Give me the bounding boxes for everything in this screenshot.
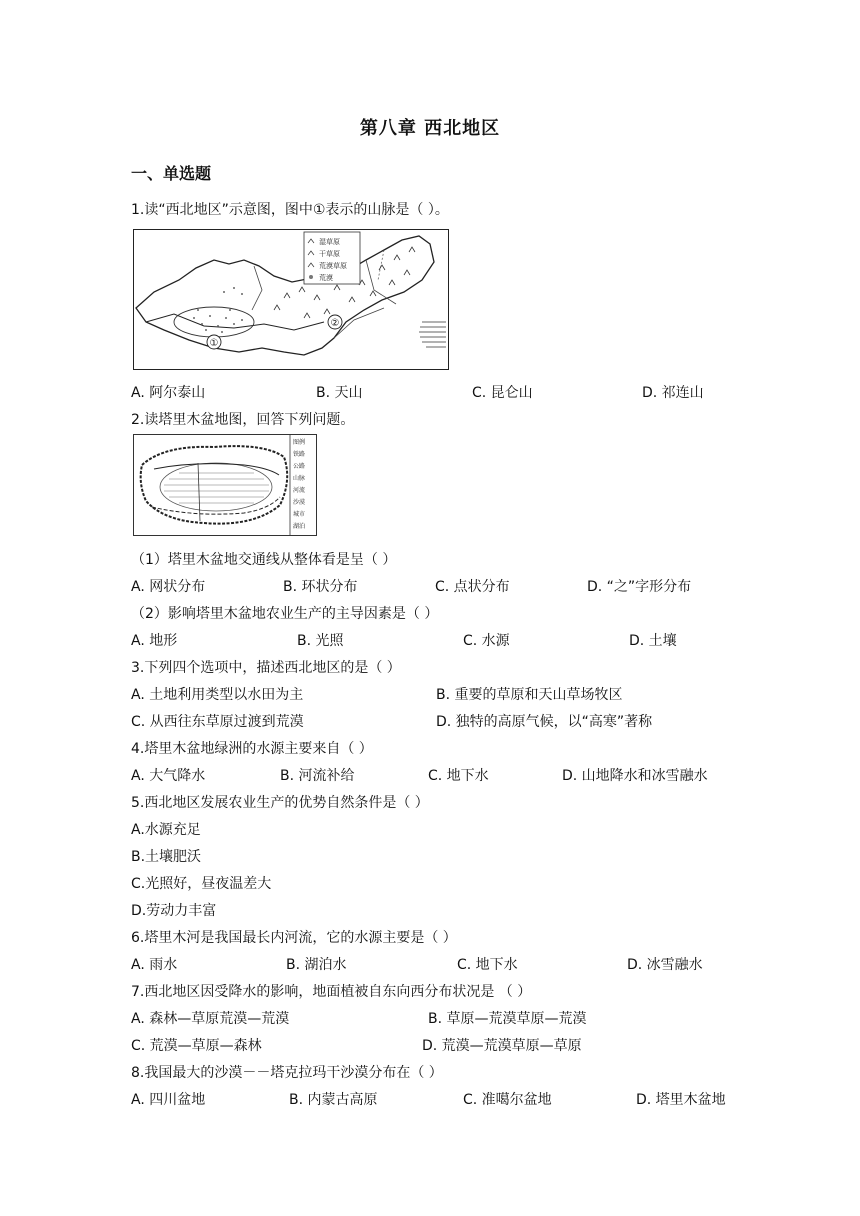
q5-option-d: D.劳动力丰富 xyxy=(131,903,217,919)
q6-option-c: C. 地下水 xyxy=(457,957,518,973)
tarim-legend xyxy=(290,435,305,535)
q1-option-b: B. 天山 xyxy=(316,385,363,401)
question-2-stem: 2.读塔里木盆地图，回答下列问题。 xyxy=(131,412,355,428)
question-1-stem: 1.读“西北地区”示意图，图中①表示的山脉是（ ）。 xyxy=(131,202,449,218)
legend-label: 沙漠 xyxy=(293,499,306,506)
q5-option-b: B.土壤肥沃 xyxy=(131,849,202,865)
legend-label: 城市 xyxy=(293,511,306,518)
q5-option-a: A.水源充足 xyxy=(131,822,201,838)
question-8-stem: 8.我国最大的沙漠－－塔克拉玛干沙漠分布在（ ） xyxy=(131,1065,443,1081)
q4-option-a: A. 大气降水 xyxy=(131,768,206,784)
q6-option-d: D. 冰雪融水 xyxy=(627,957,703,973)
q7-option-d: D. 荒漠—荒漠草原—草原 xyxy=(422,1038,582,1054)
q4-option-b: B. 河流补给 xyxy=(280,768,355,784)
svg-text:①: ① xyxy=(209,338,219,349)
northwest-region-map xyxy=(133,229,449,370)
q8-option-a: A. 四川盆地 xyxy=(131,1092,206,1108)
map-mark-1 xyxy=(207,335,221,349)
q2-1-option-a: A. 网状分布 xyxy=(131,579,206,595)
question-7-stem: 7.西北地区因受降水的影响，地面植被自东向西分布状况是 （ ） xyxy=(131,984,532,1000)
q4-option-d: D. 山地降水和冰雪融水 xyxy=(562,768,708,784)
q2-1-option-b: B. 环状分布 xyxy=(283,579,358,595)
legend-label: 荒漠草原 xyxy=(319,262,347,270)
q3-option-b: B. 重要的草原和天山草场牧区 xyxy=(436,687,623,703)
legend-label: 山脉 xyxy=(293,475,306,482)
q8-option-c: C. 准噶尔盆地 xyxy=(463,1092,552,1108)
legend-label: 河流 xyxy=(293,487,306,494)
section-heading: 一、单选题 xyxy=(131,164,212,183)
q7-option-c: C. 荒漠—草原—森林 xyxy=(131,1038,262,1054)
q1-option-d: D. 祁连山 xyxy=(642,385,704,401)
map-mark-2 xyxy=(328,315,342,329)
legend-label: 荒漠 xyxy=(319,274,333,282)
northwest-map-drawing xyxy=(134,230,448,369)
legend-label: 湿草原 xyxy=(319,238,340,246)
q8-option-b: B. 内蒙古高原 xyxy=(289,1092,378,1108)
q2-1-option-c: C. 点状分布 xyxy=(435,579,510,595)
question-2-sub-1: （1）塔里木盆地交通线从整体看是呈（ ） xyxy=(131,552,397,568)
q3-option-a: A. 土地利用类型以水田为主 xyxy=(131,687,304,703)
q5-option-c: C.光照好，昼夜温差大 xyxy=(131,876,272,892)
q2-2-option-c: C. 水源 xyxy=(463,633,510,649)
map-legend xyxy=(304,232,360,284)
q6-option-b: B. 湖泊水 xyxy=(286,957,347,973)
q7-option-b: B. 草原—荒漠草原—荒漠 xyxy=(428,1011,587,1027)
question-5-stem: 5.西北地区发展农业生产的优势自然条件是（ ） xyxy=(131,795,429,811)
q1-option-a: A. 阿尔泰山 xyxy=(131,385,206,401)
legend-label: 湖泊 xyxy=(293,523,306,530)
q2-1-option-d: D. “之”字形分布 xyxy=(587,579,692,595)
question-4-stem: 4.塔里木盆地绿洲的水源主要来自（ ） xyxy=(131,741,373,757)
tarim-basin-map xyxy=(133,434,317,536)
legend-label: 公路 xyxy=(293,463,306,470)
question-6-stem: 6.塔里木河是我国最长内河流，它的水源主要是（ ） xyxy=(131,930,457,946)
q3-option-d: D. 独特的高原气候，以“高寒”著称 xyxy=(436,714,653,730)
q7-option-a: A. 森林—草原荒漠—荒漠 xyxy=(131,1011,290,1027)
q2-2-option-a: A. 地形 xyxy=(131,633,178,649)
question-2-sub-2: （2）影响塔里木盆地农业生产的主导因素是（ ） xyxy=(131,606,439,622)
legend-label: 图例 xyxy=(293,439,306,446)
q1-option-c: C. 昆仑山 xyxy=(472,385,533,401)
q3-option-c: C. 从西往东草原过渡到荒漠 xyxy=(131,714,304,730)
tarim-map-drawing xyxy=(134,435,316,535)
q2-2-option-b: B. 光照 xyxy=(297,633,344,649)
q2-2-option-d: D. 土壤 xyxy=(629,633,677,649)
legend-label: 铁路 xyxy=(293,451,306,458)
q4-option-c: C. 地下水 xyxy=(428,768,489,784)
legend-label: 干草原 xyxy=(319,250,340,258)
svg-text:②: ② xyxy=(330,318,340,329)
page-title: 第八章 西北地区 xyxy=(359,118,501,139)
q6-option-a: A. 雨水 xyxy=(131,957,178,973)
q8-option-d: D. 塔里木盆地 xyxy=(636,1092,726,1108)
question-3-stem: 3.下列四个选项中，描述西北地区的是（ ） xyxy=(131,660,401,676)
